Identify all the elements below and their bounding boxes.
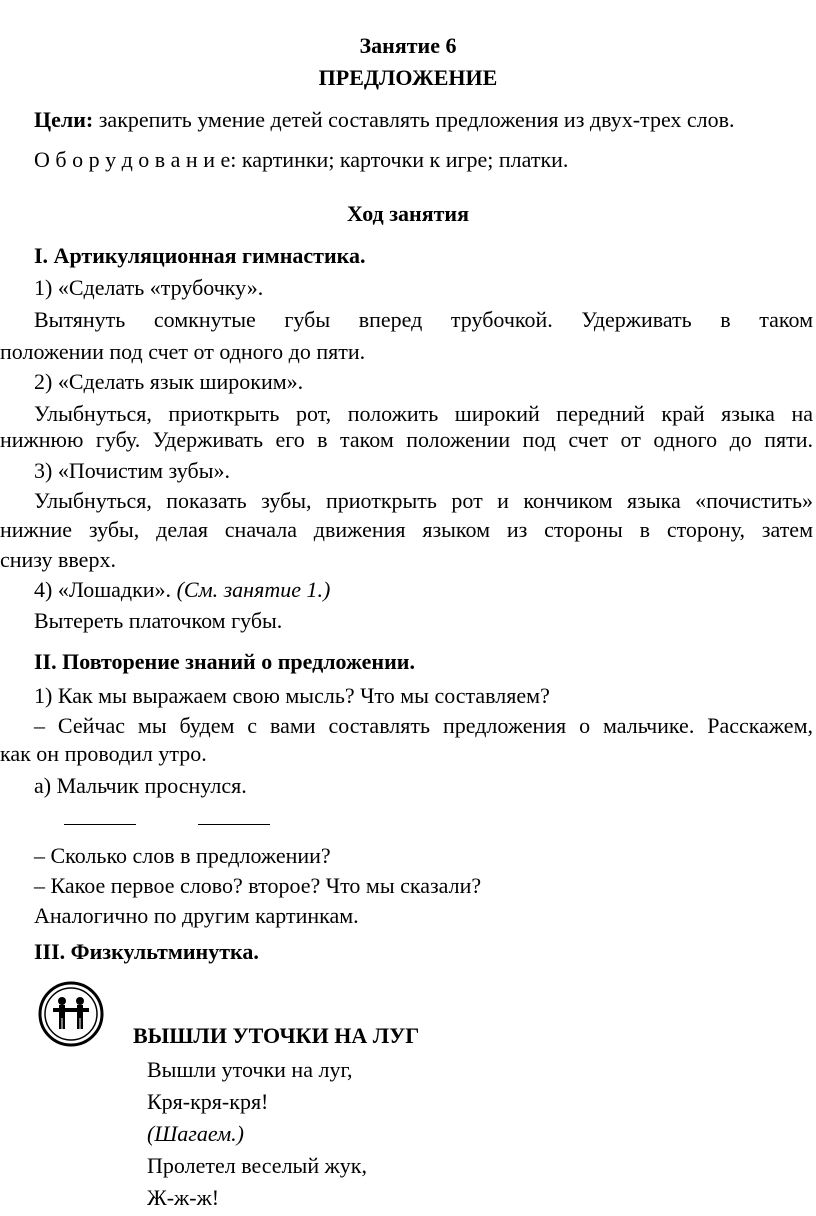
intro-line2: как он проводил утро. xyxy=(0,741,207,766)
poem-line-1: Вышли уточки на луг, xyxy=(147,1057,353,1082)
exercise1-line1: Вытянуть сомкнутые губы вперед трубочкой. Удерживать в таком xyxy=(34,307,813,332)
analogy-note: Аналогично по другим картинкам. xyxy=(34,903,359,928)
goals-paragraph xyxy=(34,104,735,136)
exercise2-line2: нижнюю губу. Удерживать его в таком положении под счет от одного до пяти. xyxy=(0,427,813,452)
exercise3-line3: снизу вверх. xyxy=(0,547,116,572)
section2-heading: II. Повторение знаний о предложении. xyxy=(34,649,415,674)
goals-label: Цели: xyxy=(34,107,94,132)
word-blank-2 xyxy=(198,824,270,825)
exercise1-title: 1) «Сделать «трубочку». xyxy=(34,275,264,300)
equipment-label: О б о р у д о в а н и е: xyxy=(34,147,237,172)
equipment-text: картинки; карточки к игре; платки. xyxy=(236,147,569,172)
exercise2-line1: Улыбнуться, приоткрыть рот, положить широкий передний край языка на xyxy=(34,401,813,426)
poem-line-4: Ж-ж-ж! xyxy=(147,1185,220,1210)
word-blank-1 xyxy=(64,824,136,825)
goals-text: закрепить умение детей составлять предложения из двух-трех слов. xyxy=(93,107,735,132)
poem-line-3: Пролетел веселый жук, xyxy=(147,1153,367,1178)
exercise2-title: 2) «Сделать язык широким». xyxy=(34,369,304,394)
lesson-topic: ПРЕДЛОЖЕНИЕ xyxy=(318,65,498,90)
example-sentence: а) Мальчик проснулся. xyxy=(34,773,247,798)
exercise4-paragraph xyxy=(34,574,330,606)
exercise3-title: 3) «Почистим зубы». xyxy=(34,458,230,483)
question1: 1) Как мы выражаем свою мысль? Что мы составляем? xyxy=(34,683,550,708)
intro-line1: – Сейчас мы будем с вами составлять предложения о мальчике. Расскажем, xyxy=(34,713,813,738)
poem-title: ВЫШЛИ УТОЧКИ НА ЛУГ xyxy=(133,1023,420,1048)
question3: – Какое первое слово? второе? Что мы сказали? xyxy=(34,873,482,898)
poem-line-2: Кря-кря-кря! xyxy=(147,1089,269,1114)
exercise4-title: 4) «Лошадки». xyxy=(34,577,172,602)
exercise-closing: Вытереть платочком губы. xyxy=(34,608,283,633)
exercise3-line1: Улыбнуться, показать зубы, приоткрыть рот и кончиком языка «почистить» xyxy=(34,488,813,513)
course-heading: Ход занятия xyxy=(346,201,469,226)
stage-direction: (Шагаем.) xyxy=(147,1121,244,1146)
exercise3-line2: нижние зубы, делая сначала движения языком из стороны в сторону, затем xyxy=(0,517,813,542)
lesson-number: Занятие 6 xyxy=(359,33,457,58)
exercise4-reference: (См. занятие 1.) xyxy=(171,577,331,602)
exercise1-line2: положении под счет от одного до пяти. xyxy=(0,339,366,364)
section1-heading: I. Артикуляционная гимнастика. xyxy=(34,243,366,268)
section3-heading: III. Физкультминутка. xyxy=(34,939,259,964)
question2: – Сколько слов в предложении? xyxy=(34,843,331,868)
two-children-icon xyxy=(37,980,105,1048)
equipment-paragraph xyxy=(34,144,568,176)
